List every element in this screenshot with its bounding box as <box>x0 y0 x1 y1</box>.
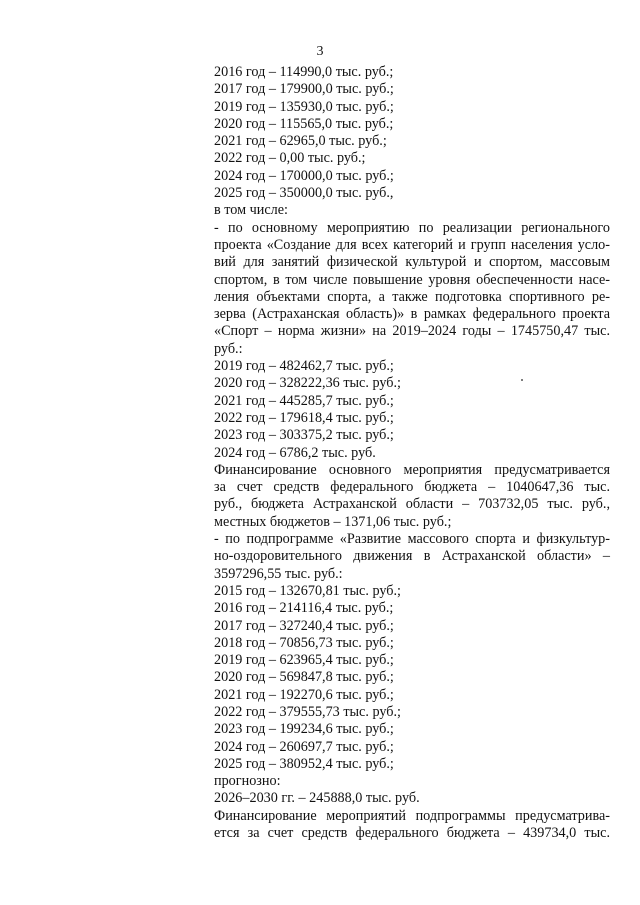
paragraph-line: проекта «Создание для всех категорий и групп населения усло- <box>214 236 610 253</box>
funding-line: 2020 год – 569847,8 тыс. руб.; <box>214 669 394 686</box>
funding-line: 2021 год – 445285,7 тыс. руб.; <box>214 392 394 409</box>
paragraph-line: за счет средств федерального бюджета – 1040647,36 тыс. <box>214 479 610 496</box>
paragraph-line: - по подпрограмме «Развитие массового спорта и физкультур- <box>214 531 610 548</box>
funding-line: 2025 год – 380952,4 тыс. руб.; <box>214 755 394 772</box>
paragraph-line: ется за счет средств федерального бюджета – 439734,0 тыс. <box>214 825 610 842</box>
funding-line: 2023 год – 199234,6 тыс. руб.; <box>214 721 394 738</box>
funding-line: 2015 год – 132670,81 тыс. руб.; <box>214 582 401 599</box>
paragraph-line: ления объектами спорта, а также подготовка спортивного ре- <box>214 288 610 305</box>
document-body <box>214 64 610 842</box>
funding-line: 2019 год – 482462,7 тыс. руб.; <box>214 358 394 375</box>
paragraph-line: зерва (Астраханская область)» в рамках федерального проекта <box>214 306 610 323</box>
funding-line: 2017 год – 327240,4 тыс. руб.; <box>214 617 394 634</box>
funding-line: 2023 год – 303375,2 тыс. руб.; <box>214 427 394 444</box>
paragraph-line: 3597296,55 тыс. руб.: <box>214 565 343 582</box>
paragraph-line: Финансирование мероприятий подпрограммы предусматрива- <box>214 807 610 824</box>
funding-line: 2021 год – 62965,0 тыс. руб.; <box>214 133 387 150</box>
paragraph-line: руб., бюджета Астраханской области – 703732,05 тыс. руб., <box>214 496 610 513</box>
funding-line: 2020 год – 115565,0 тыс. руб.; <box>214 115 394 132</box>
funding-line: 2022 год – 379555,73 тыс. руб.; <box>214 703 401 720</box>
funding-line: 2024 год – 6786,2 тыс. руб. <box>214 444 376 461</box>
funding-line: 2022 год – 179618,4 тыс. руб.; <box>214 409 394 426</box>
page-number: 3 <box>316 44 324 59</box>
funding-line: 2016 год – 214116,4 тыс. руб.; <box>214 600 394 617</box>
text-line: прогнозно: <box>214 773 281 790</box>
text-line: в том числе: <box>214 202 288 219</box>
funding-line: 2019 год – 135930,0 тыс. руб.; <box>214 98 394 115</box>
funding-line: 2021 год – 192270,6 тыс. руб.; <box>214 686 394 703</box>
paragraph-line: - по основному мероприятию по реализации регионального <box>214 219 610 236</box>
paragraph-line: «Спорт – норма жизни» на 2019–2024 годы – 1745750,47 тыс. <box>214 323 610 340</box>
funding-line: 2017 год – 179900,0 тыс. руб.; <box>214 81 394 98</box>
paragraph-line: местных бюджетов – 1371,06 тыс. руб.; <box>214 513 452 530</box>
funding-line: 2019 год – 623965,4 тыс. руб.; <box>214 652 394 669</box>
funding-line: 2022 год – 0,00 тыс. руб.; <box>214 150 366 167</box>
funding-line: 2016 год – 114990,0 тыс. руб.; <box>214 64 394 80</box>
paragraph-line: руб.: <box>214 340 243 357</box>
paragraph-line: но-оздоровительного движения в Астраханской области» – <box>214 548 610 565</box>
funding-line: 2024 год – 170000,0 тыс. руб.; <box>214 167 394 184</box>
paragraph-line: Финансирование основного мероприятия предусматривается <box>214 461 610 478</box>
paragraph-line: вий для занятий физической культурой и спортом, массовым <box>214 254 610 271</box>
funding-line: 2018 год – 70856,73 тыс. руб.; <box>214 634 394 651</box>
funding-line: 2026–2030 гг. – 245888,0 тыс. руб. <box>214 790 420 807</box>
funding-line: 2020 год – 328222,36 тыс. руб.; <box>214 375 401 392</box>
funding-line: 2025 год – 350000,0 тыс. руб., <box>214 185 394 202</box>
scan-speck <box>521 379 523 381</box>
funding-line: 2024 год – 260697,7 тыс. руб.; <box>214 738 394 755</box>
paragraph-line: спортом, в том числе повышение уровня обеспеченности насе- <box>214 271 610 288</box>
